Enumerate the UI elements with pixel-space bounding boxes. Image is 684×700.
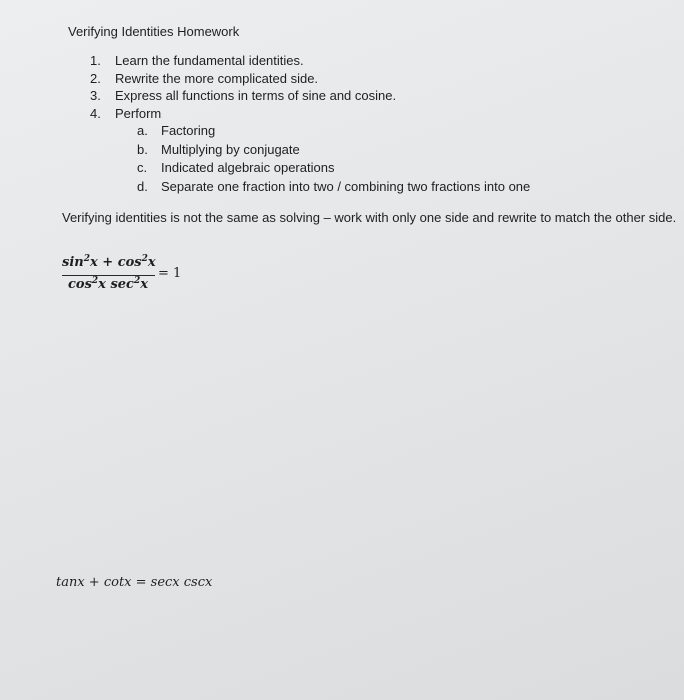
- list-item: [90, 87, 396, 105]
- list-marker: c.: [137, 160, 148, 175]
- perform-substeps-list: [137, 122, 530, 196]
- fraction-bar: [62, 275, 155, 276]
- list-item: [90, 70, 396, 88]
- list-item: [90, 105, 396, 123]
- instruction-note: Verifying identities is not the same as solving – work with only one side and rewrite to match the other side.: [62, 210, 677, 225]
- list-item: [137, 141, 530, 160]
- fraction-denominator: $\cos^2x$ $\sec^2x$: [68, 276, 148, 292]
- list-item-text: Learn the fundamental identities.: [115, 53, 304, 68]
- list-item-text: Perform: [115, 105, 162, 121]
- list-item-text: Separate one fraction into two / combining two fractions into one: [161, 178, 531, 194]
- list-item-text: Multiplying by conjugate: [161, 141, 300, 157]
- list-marker: 3.: [90, 88, 101, 103]
- list-marker: 4.: [90, 105, 101, 121]
- list-item-text: Express all functions in terms of sine and cosine.: [115, 88, 397, 103]
- list-item: [90, 52, 396, 70]
- list-item-text: Factoring: [161, 123, 216, 138]
- steps-list: [90, 52, 396, 122]
- list-marker: a.: [137, 123, 148, 138]
- list-marker: 1.: [90, 53, 101, 68]
- list-marker: d.: [137, 178, 148, 194]
- list-item-text: Rewrite the more complicated side.: [115, 70, 319, 86]
- equation-right-side: = 1: [158, 266, 182, 281]
- page-title: Verifying Identities Homework: [68, 24, 240, 39]
- list-item-text: Indicated algebraic operations: [161, 160, 335, 175]
- list-item: [137, 122, 530, 141]
- list-marker: b.: [137, 141, 148, 157]
- fraction-numerator: $\sin^2x + \cos^2x$: [62, 254, 156, 270]
- identity-problem-2: tanx + cotx = secx cscx: [56, 575, 213, 590]
- list-marker: 2.: [90, 70, 101, 86]
- list-item: [137, 159, 530, 178]
- list-item: [137, 178, 530, 197]
